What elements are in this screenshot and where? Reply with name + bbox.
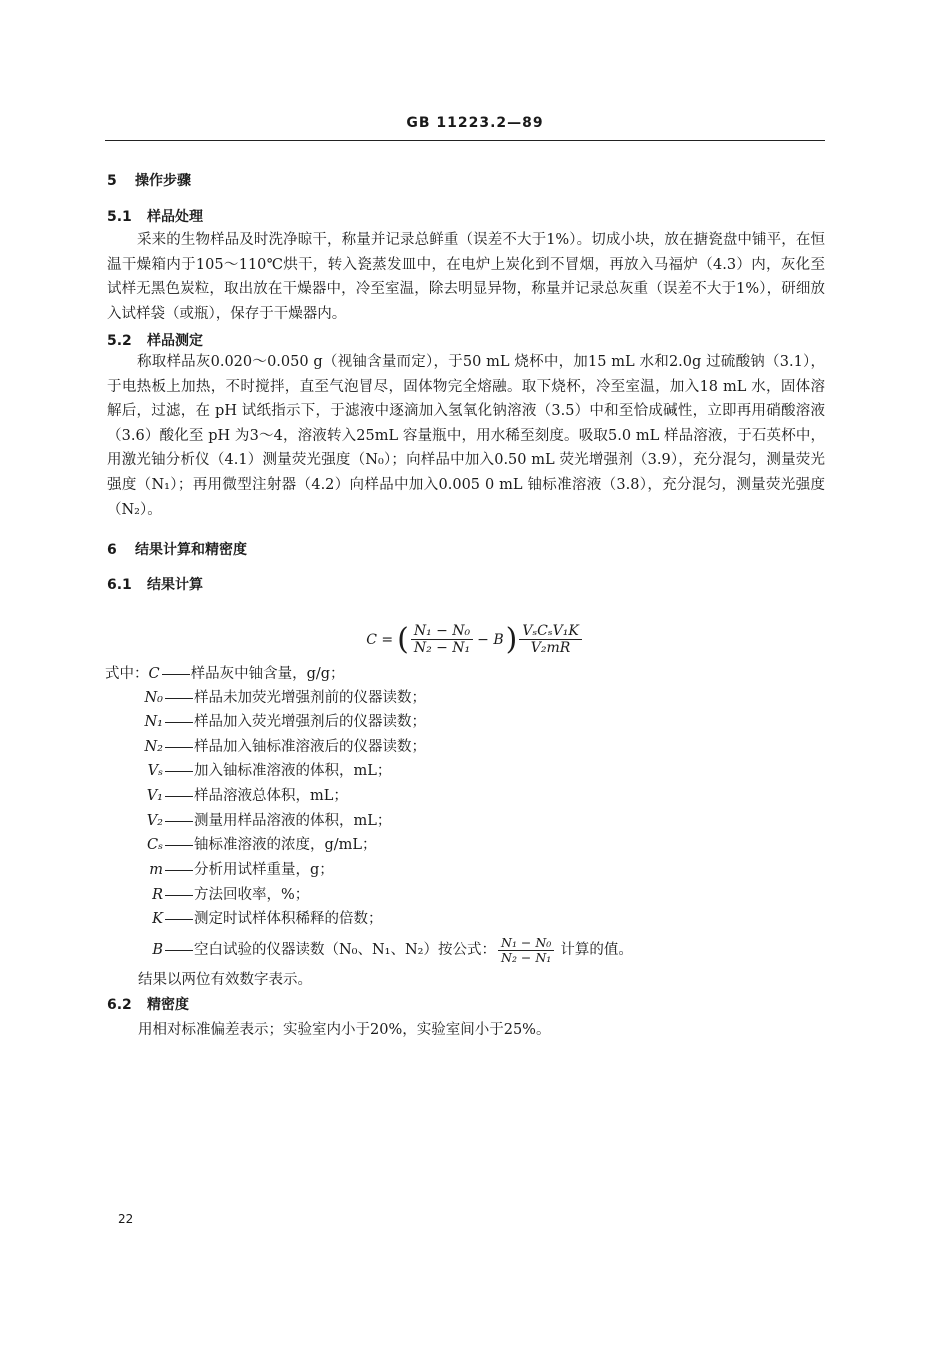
legend-desc-tail: 计算的值。: [560, 942, 633, 958]
legend-desc: 空白试验的仪器读数（N₀、N₁、N₂）按公式：: [194, 942, 496, 958]
section-title: 结果计算和精密度: [135, 542, 247, 558]
legend-desc: 加入铀标准溶液的体积，mL；: [194, 763, 392, 779]
dash-icon: [165, 771, 193, 772]
legend-symbol: V₁: [146, 788, 163, 804]
right-paren-icon: ): [505, 621, 518, 657]
formula-lhs: C =: [366, 631, 394, 648]
legend-symbol: Vₛ: [147, 763, 163, 779]
factor-numerator: VₛCₛV₁K: [519, 623, 581, 640]
section-title: 样品测定: [147, 333, 203, 349]
legend-symbol: R: [152, 887, 163, 903]
section-6-heading: [107, 539, 247, 559]
legend-symbol: m: [149, 862, 163, 878]
legend-row-b: [107, 935, 633, 965]
left-paren-icon: (: [397, 621, 409, 657]
section-title: 样品处理: [147, 209, 203, 225]
legend-row: [107, 759, 391, 783]
where-label: 式中：: [105, 666, 149, 682]
dash-icon: [165, 821, 193, 822]
section-5-2-heading: [107, 330, 203, 350]
section-number: 6: [107, 542, 117, 558]
legend-row: [107, 809, 391, 833]
legend-row: [107, 735, 426, 759]
formula-minus-b: − B: [477, 631, 504, 648]
header-rule: [105, 140, 825, 141]
section-title: 操作步骤: [135, 173, 191, 189]
formula-factor: [519, 623, 581, 656]
legend-symbol: N₁: [144, 714, 163, 730]
legend-row: [107, 686, 426, 710]
legend-symbol: C: [148, 666, 160, 682]
result-formula: [0, 623, 950, 656]
legend-symbol: N₀: [144, 690, 163, 706]
section-title: 精密度: [147, 997, 189, 1013]
legend-row: [107, 833, 377, 857]
section-title: 结果计算: [147, 577, 203, 593]
legend-row: [107, 858, 334, 882]
result-note: 结果以两位有效数字表示。: [138, 972, 312, 988]
blank-ratio: [498, 936, 554, 965]
dash-icon: [165, 919, 193, 920]
legend-symbol: K: [152, 911, 163, 927]
legend-desc: 铀标准溶液的浓度，g/mL；: [194, 837, 377, 853]
legend-row: [107, 710, 426, 734]
formula-ratio: [411, 623, 473, 656]
legend-row: [107, 907, 383, 931]
dash-icon: [165, 870, 193, 871]
dash-icon: [165, 747, 193, 748]
legend-row: [107, 883, 309, 907]
legend-row: [105, 662, 345, 686]
section-5-1-body: 采来的生物样品及时洗净晾干，称量并记录总鲜重（误差不大于1%）。切成小块，放在搪瓷盘中铺平，在恒温干燥箱内于105～110℃烘干，转入瓷蒸发皿中，在电炉上炭化到不冒烟，再放入马福炉（4.3）内，灰化至试样无黑色炭粒，取出放在干燥器中，冷至室温，除去明显异物，称量并记录总灰重（误差不大于1%），研细放入试样袋（或瓶），保存于干燥器内。: [107, 232, 825, 322]
legend-desc: 方法回收率，%；: [194, 887, 310, 903]
legend-desc: 样品未加荧光增强剂前的仪器读数；: [194, 690, 426, 706]
legend-symbol: V₂: [146, 813, 163, 829]
dash-icon: [165, 698, 193, 699]
section-number: 5: [107, 173, 117, 189]
section-5-heading: [107, 170, 191, 190]
page-number: 22: [118, 1212, 134, 1226]
legend-desc: 测量用样品溶液的体积，mL；: [194, 813, 392, 829]
section-number: 5.2: [107, 333, 132, 349]
dash-icon: [162, 674, 190, 675]
blank-ratio-denominator: N₂ − N₁: [501, 949, 552, 965]
legend-desc: 样品加入荧光增强剂后的仪器读数；: [194, 714, 426, 730]
dash-icon: [165, 845, 193, 846]
section-number: 6.2: [107, 997, 132, 1013]
section-6-2-heading: [107, 994, 189, 1014]
standard-header: GB 11223.2—89: [406, 115, 544, 131]
dash-icon: [165, 796, 193, 797]
blank-ratio-numerator: N₁ − N₀: [498, 936, 554, 951]
section-6-2-body: 用相对标准偏差表示；实验室内小于20%，实验室间小于25%。: [138, 1022, 551, 1038]
legend-desc: 样品灰中铀含量，g/g；: [190, 666, 345, 682]
legend-symbol: N₂: [144, 739, 163, 755]
section-number: 5.1: [107, 209, 132, 225]
ratio-numerator: N₁ − N₀: [411, 623, 473, 640]
ratio-denominator: N₂ − N₁: [413, 640, 471, 656]
section-number: 6.1: [107, 577, 132, 593]
legend-desc: 样品加入铀标准溶液后的仪器读数；: [194, 739, 426, 755]
legend-symbol: Cₛ: [147, 837, 163, 853]
factor-denominator: V₂mR: [530, 640, 571, 656]
section-6-1-heading: [107, 574, 203, 594]
legend-desc: 分析用试样重量，g；: [194, 862, 334, 878]
legend-symbol: B: [152, 942, 163, 958]
dash-icon: [165, 950, 193, 951]
section-5-1-heading: [107, 206, 203, 226]
legend-desc: 样品溶液总体积，mL；: [194, 788, 348, 804]
section-5-2-body: 称取样品灰0.020～0.050 g（视铀含量而定），于50 mL 烧杯中，加15 mL 水和2.0g 过硫酸钠（3.1），于电热板上加热，不时搅拌，直至气泡冒尽，固体物完全熔融。取下烧杯，冷至室温，加入18 mL 水，固体溶解后，过滤，在 pH 试纸指示下，于滤液中逐滴加入氢氧化钠溶液（3.5）中和至恰成碱性，立即再用硝酸溶液（3.6）酸化至 pH 为3～4，溶液转入25mL 容量瓶中，用水稀至刻度。吸取5.0 mL 样品溶液，于石英杯中，用激光铀分析仪（4.1）测量荧光强度（N₀）；向样品中加入0.50 mL 荧光增强剂（3.9），充分混匀，测量荧光强度（N₁）；再用微型注射器（4.2）向样品中加入0.005 0 mL 铀标准溶液（3.8），充分混匀，测量荧光强度（N₂）。: [107, 354, 825, 518]
legend-row: [107, 784, 348, 808]
dash-icon: [165, 895, 193, 896]
legend-desc: 测定时试样体积稀释的倍数；: [194, 911, 383, 927]
dash-icon: [165, 722, 193, 723]
